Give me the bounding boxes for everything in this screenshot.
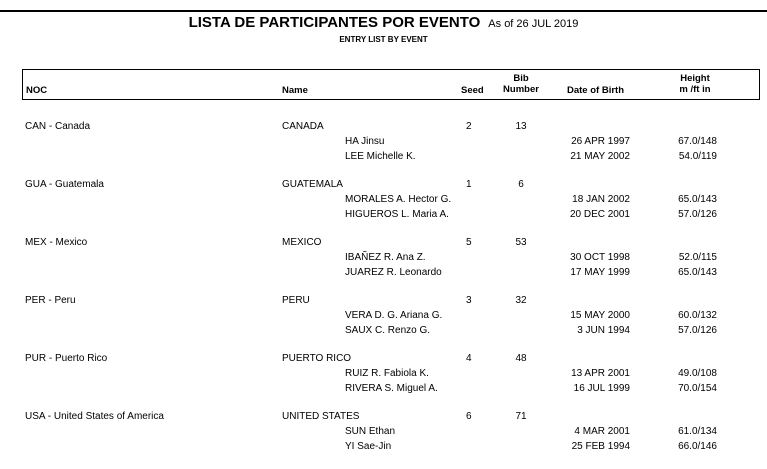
athlete-row (0, 310, 767, 325)
column-header-height-line2: m /ft in (679, 84, 711, 95)
athlete-row (0, 383, 767, 398)
athlete-name: HIGUEROS L. Maria A. (345, 209, 449, 220)
athlete-dob: 4 MAR 2001 (574, 426, 630, 437)
athlete-row (0, 136, 767, 151)
athlete-dob: 21 MAY 2002 (570, 151, 630, 162)
column-header-noc: NOC (26, 85, 48, 96)
team-group (0, 237, 767, 295)
athlete-row (0, 267, 767, 282)
seed-cell: 5 (466, 237, 472, 248)
column-header-height-line1: Height (680, 73, 710, 84)
athlete-row (0, 426, 767, 441)
athlete-height: 60.0/132 (678, 310, 717, 321)
seed-cell: 4 (466, 353, 472, 364)
team-row (0, 237, 767, 252)
team-name-cell: MEXICO (282, 237, 322, 248)
athlete-dob: 18 JAN 2002 (572, 194, 630, 205)
noc-cell: USA - United States of America (25, 411, 164, 422)
athlete-height: 65.0/143 (678, 194, 717, 205)
column-header-bib-line1: Bib (513, 73, 529, 84)
bib-cell: 32 (515, 295, 527, 306)
page-title: LISTA DE PARTICIPANTES POR EVENTO (188, 14, 481, 31)
team-row (0, 179, 767, 194)
athlete-name: VERA D. G. Ariana G. (345, 310, 443, 321)
athlete-height: 52.0/115 (678, 252, 717, 263)
athlete-dob: 15 MAY 2000 (570, 310, 630, 321)
athlete-row (0, 151, 767, 166)
seed-cell: 6 (466, 411, 472, 422)
athlete-name: HA Jinsu (345, 136, 385, 147)
athlete-row (0, 194, 767, 209)
athlete-name: IBAÑEZ R. Ana Z. (345, 252, 426, 263)
team-name-cell: PUERTO RICO (282, 353, 352, 364)
athlete-dob: 17 MAY 1999 (570, 267, 630, 278)
athlete-height: 54.0/119 (678, 151, 717, 162)
athlete-height: 57.0/126 (678, 209, 717, 220)
entry-list (0, 121, 767, 469)
athlete-height: 65.0/143 (678, 267, 717, 278)
athlete-name: SUN Ethan (345, 426, 396, 437)
team-group (0, 411, 767, 469)
team-row (0, 353, 767, 368)
seed-cell: 3 (466, 295, 472, 306)
athlete-name: RUIZ R. Fabiola K. (345, 368, 429, 379)
athlete-dob: 13 APR 2001 (571, 368, 630, 379)
athlete-height: 67.0/148 (678, 136, 717, 147)
column-header-name: Name (282, 85, 308, 96)
athlete-name: JUAREZ R. Leonardo (345, 267, 442, 278)
athlete-name: YI Sae-Jin (345, 441, 392, 452)
athlete-dob: 26 APR 1997 (571, 136, 630, 147)
seed-cell: 2 (466, 121, 472, 132)
athlete-row (0, 252, 767, 267)
athlete-dob: 3 JUN 1994 (577, 325, 630, 336)
noc-cell: PUR - Puerto Rico (25, 353, 108, 364)
bib-cell: 13 (515, 121, 527, 132)
page-subtitle: ENTRY LIST BY EVENT (339, 35, 428, 44)
athlete-name: SAUX C. Renzo G. (345, 325, 431, 336)
team-group (0, 353, 767, 411)
team-name-cell: CANADA (282, 121, 324, 132)
noc-cell: CAN - Canada (25, 121, 91, 132)
column-header (22, 69, 760, 100)
athlete-height: 49.0/108 (678, 368, 717, 379)
team-name-cell: GUATEMALA (282, 179, 343, 190)
athlete-height: 66.0/146 (678, 441, 717, 452)
team-group (0, 179, 767, 237)
team-name-cell: PERU (282, 295, 310, 306)
team-row (0, 295, 767, 310)
title-row (0, 14, 767, 32)
athlete-row (0, 209, 767, 224)
athlete-row (0, 325, 767, 340)
athlete-dob: 20 DEC 2001 (569, 209, 630, 220)
noc-cell: GUA - Guatemala (25, 179, 104, 190)
bib-cell: 6 (518, 179, 524, 190)
athlete-dob: 30 OCT 1998 (570, 252, 630, 263)
team-row (0, 121, 767, 136)
athlete-dob: 25 FEB 1994 (571, 441, 630, 452)
athlete-row (0, 441, 767, 456)
athlete-name: MORALES A. Hector G. (345, 194, 452, 205)
athlete-height: 61.0/134 (678, 426, 717, 437)
team-group (0, 121, 767, 179)
column-header-height (670, 73, 720, 95)
bib-cell: 48 (515, 353, 527, 364)
team-row (0, 411, 767, 426)
athlete-height: 57.0/126 (678, 325, 717, 336)
as-of-date: As of 26 JUL 2019 (488, 18, 579, 30)
seed-cell: 1 (466, 179, 472, 190)
noc-cell: MEX - Mexico (25, 237, 88, 248)
bib-cell: 71 (515, 411, 527, 422)
top-rule (0, 10, 767, 12)
column-header-bib (499, 73, 543, 95)
athlete-name: RIVERA S. Miguel A. (345, 383, 438, 394)
athlete-name: LEE Michelle K. (345, 151, 416, 162)
column-header-seed: Seed (461, 85, 484, 96)
bib-cell: 53 (515, 237, 527, 248)
team-group (0, 295, 767, 353)
column-header-dob: Date of Birth (567, 85, 624, 96)
athlete-height: 70.0/154 (678, 383, 717, 394)
column-header-bib-line2: Number (503, 84, 539, 95)
athlete-row (0, 368, 767, 383)
athlete-dob: 16 JUL 1999 (573, 383, 630, 394)
team-name-cell: UNITED STATES (282, 411, 360, 422)
noc-cell: PER - Peru (25, 295, 76, 306)
